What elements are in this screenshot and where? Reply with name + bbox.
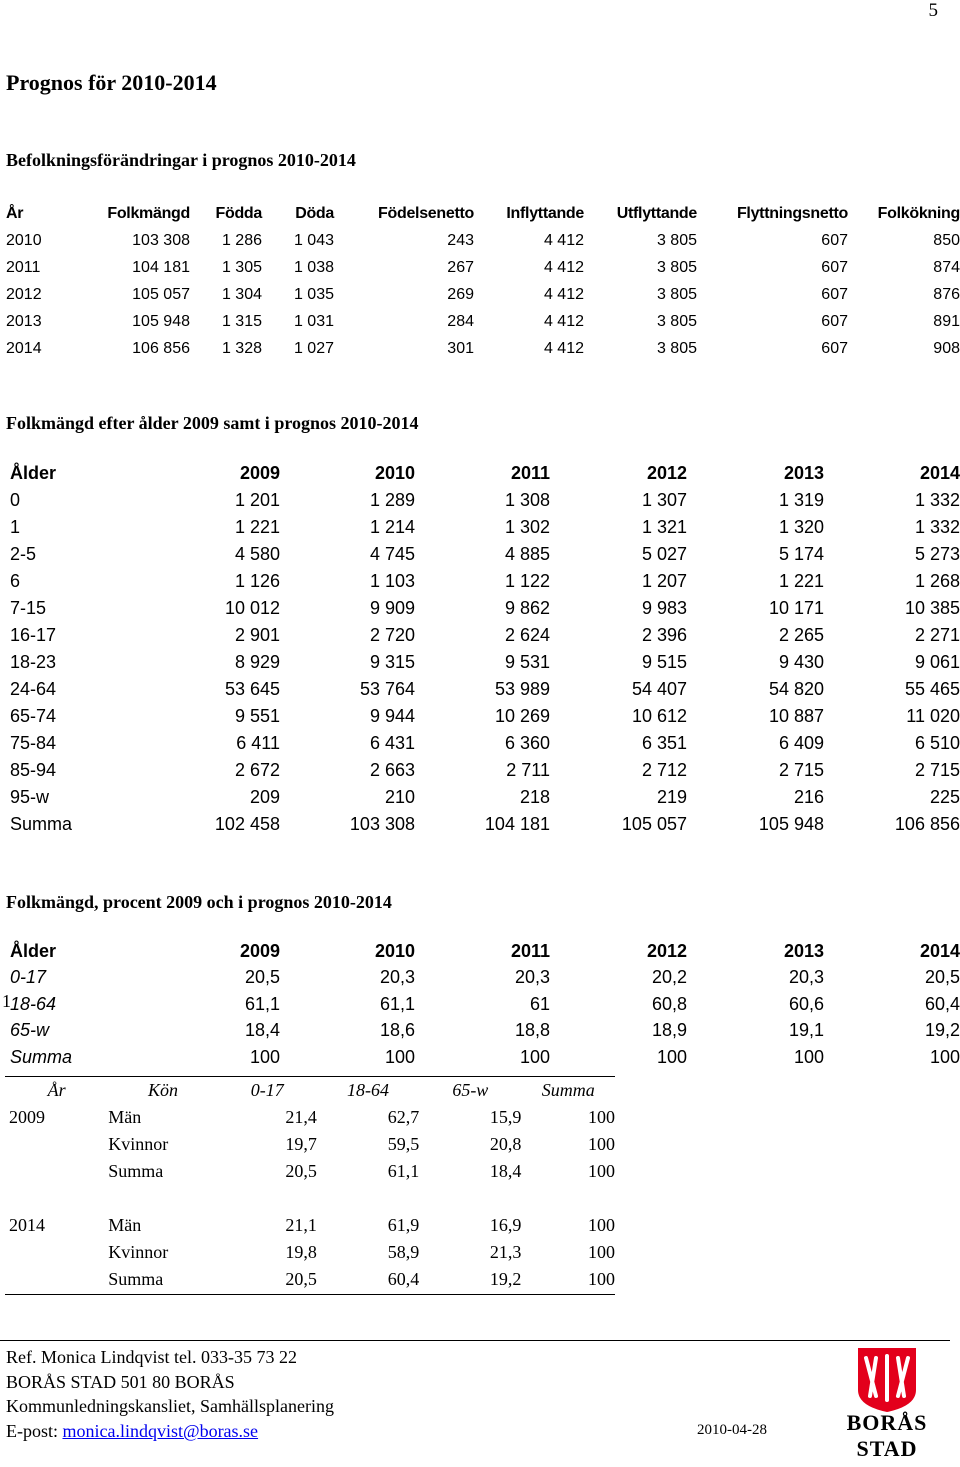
table-cell: 9 061 [914, 652, 960, 672]
table-cell: 19,8 [285, 1242, 317, 1262]
table-cell: 61,1 [387, 1161, 420, 1181]
header-row [10, 938, 960, 965]
table-cell: 4 580 [234, 544, 280, 564]
row-label: 75-84 [10, 733, 57, 753]
gender-cell: Summa [108, 1269, 164, 1289]
table-cell: 9 862 [504, 598, 550, 618]
table-cell: 59,5 [387, 1134, 420, 1154]
table-cell: 100 [588, 1269, 615, 1289]
table-cell: 20,5 [244, 967, 280, 988]
table-cell: 219 [656, 787, 687, 807]
table-cell: 1 214 [369, 517, 415, 537]
gender-cell: Kvinnor [108, 1134, 169, 1154]
column-header: 2010 [374, 463, 415, 483]
table-row [6, 308, 960, 335]
table-cell: 20,5 [285, 1161, 317, 1181]
row-label: 2-5 [10, 544, 37, 564]
row-label: Summa [10, 1046, 73, 1067]
year-cell [5, 1131, 108, 1158]
table-cell: 1 289 [369, 490, 415, 510]
table-cell: 21,3 [489, 1242, 522, 1262]
table-cell: 20,8 [489, 1134, 522, 1154]
row-label: 1 [10, 517, 21, 537]
table-cell: 1 332 [914, 490, 960, 510]
column-header: 2009 [239, 463, 280, 483]
table-cell: 1 286 [221, 231, 262, 249]
table-row [10, 622, 960, 649]
footer-email-link[interactable]: monica.lindqvist@boras.se [62, 1421, 259, 1441]
year-cell [5, 1266, 108, 1293]
table-cell: 1 103 [369, 571, 415, 591]
table-cell: 100 [793, 1046, 824, 1067]
column-header: Folkmängd [107, 204, 190, 222]
table-row [10, 595, 960, 622]
table-cell: 1 043 [293, 231, 334, 249]
table-cell: 850 [933, 231, 960, 249]
table-cell: 3 805 [656, 258, 697, 276]
table-cell: 1 315 [221, 312, 262, 330]
row-label: 95-w [10, 787, 50, 807]
population-change-table [6, 200, 960, 362]
population-by-age-table [10, 460, 960, 838]
table-cell: 1 302 [504, 517, 550, 537]
row-label: 65-74 [10, 706, 57, 726]
table-cell: 216 [793, 787, 824, 807]
section-title-population-percent: Folkmängd, procent 2009 och i prognos 2010-2014 [6, 892, 392, 912]
column-header: Ålder [10, 463, 57, 483]
table-cell: 20,5 [924, 967, 960, 988]
footer-email-label: E-post: [6, 1421, 63, 1441]
table-cell: 60,6 [788, 993, 824, 1014]
table-cell: 1 035 [293, 285, 334, 303]
column-header: Födda [215, 204, 262, 222]
table-cell: 54 407 [631, 679, 687, 699]
table-row [10, 676, 960, 703]
table-cell: 3 805 [656, 312, 697, 330]
table-cell: 60,4 [387, 1269, 420, 1289]
table-cell: 1 268 [914, 571, 960, 591]
table-cell: 267 [447, 258, 474, 276]
table-cell: 60,4 [924, 993, 960, 1014]
table-cell: 19,7 [285, 1134, 317, 1154]
table-cell: 9 909 [369, 598, 415, 618]
table-cell: 20,3 [788, 967, 824, 988]
table-cell: 62,7 [387, 1107, 420, 1127]
row-label: Summa [10, 814, 73, 834]
table-cell: 100 [656, 1046, 687, 1067]
header-row [6, 200, 960, 227]
table-cell: 53 645 [224, 679, 280, 699]
row-label: 2012 [6, 285, 42, 303]
table-row [10, 514, 960, 541]
table-cell: 61 [529, 993, 550, 1014]
table-cell: 100 [588, 1215, 615, 1235]
footer-divider [0, 1340, 950, 1341]
table-cell: 103 308 [349, 814, 415, 834]
column-header: Flyttningsnetto [736, 204, 848, 222]
table-cell: 876 [933, 285, 960, 303]
table-row [10, 541, 960, 568]
gender-table-bottom-rule [5, 1294, 615, 1295]
table-cell: 1 221 [234, 517, 280, 537]
table-cell: 100 [588, 1134, 615, 1154]
table-cell: 607 [821, 258, 848, 276]
gender-cell: Summa [108, 1161, 164, 1181]
table-cell: 100 [929, 1046, 960, 1067]
table-cell: 20,5 [285, 1269, 317, 1289]
table-cell: 20,2 [651, 967, 687, 988]
table-cell: 1 027 [293, 339, 334, 357]
table-cell: 4 412 [543, 231, 584, 249]
column-header: Döda [295, 204, 334, 222]
table-cell: 908 [933, 339, 960, 357]
column-header: 2012 [646, 463, 687, 483]
table-row [6, 254, 960, 281]
table-cell: 301 [447, 339, 474, 357]
table-cell: 9 983 [641, 598, 687, 618]
table-cell: 2 672 [234, 760, 280, 780]
footer-ref: Ref. Monica Lindqvist tel. 033-35 73 22 [6, 1347, 297, 1367]
table-cell: 218 [519, 787, 550, 807]
table-row [5, 1158, 615, 1185]
column-header: 2010 [374, 940, 415, 961]
table-cell: 10 269 [494, 706, 550, 726]
table-cell: 1 320 [778, 517, 824, 537]
table-cell: 21,1 [285, 1215, 317, 1235]
table-row [5, 1212, 615, 1239]
table-cell: 5 273 [914, 544, 960, 564]
table-cell: 3 805 [656, 285, 697, 303]
table-cell: 269 [447, 285, 474, 303]
table-cell: 4 412 [543, 339, 584, 357]
header-row [5, 1077, 615, 1104]
table-cell: 4 412 [543, 312, 584, 330]
table-cell: 2 624 [504, 625, 550, 645]
crest-icon [858, 1348, 916, 1412]
table-cell: 10 887 [768, 706, 824, 726]
column-header: Inflyttande [506, 204, 584, 222]
table-cell: 243 [447, 231, 474, 249]
spacer-row [5, 1185, 615, 1212]
table-cell: 6 510 [914, 733, 960, 753]
table-cell: 607 [821, 285, 848, 303]
table-cell: 61,9 [387, 1215, 420, 1235]
column-header: 2011 [510, 463, 550, 483]
table-cell: 284 [447, 312, 474, 330]
table-cell: 10 171 [768, 598, 824, 618]
table-cell: 60,8 [651, 993, 687, 1014]
column-header: 0-17 [250, 1080, 284, 1100]
table-cell: 9 944 [369, 706, 415, 726]
table-cell: 1 031 [293, 312, 334, 330]
table-cell: 19,2 [924, 1020, 960, 1041]
footer-date: 2010-04-28 [697, 1422, 767, 1438]
table-cell: 4 745 [369, 544, 415, 564]
row-label: 0 [10, 490, 21, 510]
footer-department: Kommunledningskansliet, Samhällsplanering [6, 1396, 334, 1416]
table-cell: 1 122 [504, 571, 550, 591]
table-cell: 2 720 [369, 625, 415, 645]
table-cell: 104 181 [484, 814, 550, 834]
table-cell: 209 [249, 787, 280, 807]
row-label: 2010 [6, 231, 42, 249]
table-row [10, 811, 960, 838]
table-cell: 10 012 [224, 598, 280, 618]
gender-cell: Kvinnor [108, 1242, 169, 1262]
row-label: 2013 [6, 312, 42, 330]
table-cell: 18,8 [514, 1020, 550, 1041]
table-cell: 2 396 [641, 625, 687, 645]
table-cell: 15,9 [489, 1107, 522, 1127]
table-cell: 21,4 [285, 1107, 317, 1127]
table-cell: 3 805 [656, 231, 697, 249]
column-header: 18-64 [347, 1080, 390, 1100]
table-cell: 1 319 [778, 490, 824, 510]
table-cell: 1 305 [221, 258, 262, 276]
table-cell: 6 351 [641, 733, 687, 753]
table-cell: 9 515 [641, 652, 687, 672]
table-cell: 4 412 [543, 258, 584, 276]
row-label: 0-17 [10, 967, 47, 988]
table-cell: 106 856 [132, 339, 190, 357]
table-cell: 100 [588, 1161, 615, 1181]
table-cell: 9 315 [369, 652, 415, 672]
table-cell: 225 [929, 787, 960, 807]
table-cell: 1 308 [504, 490, 550, 510]
table-cell: 61,1 [379, 993, 415, 1014]
table-cell: 607 [821, 231, 848, 249]
table-cell: 105 948 [132, 312, 190, 330]
population-by-gender-table [5, 1077, 615, 1293]
table-row [10, 703, 960, 730]
table-cell: 6 411 [236, 733, 280, 753]
year-cell [5, 1158, 108, 1185]
table-cell: 210 [384, 787, 415, 807]
row-label: 2014 [6, 339, 42, 357]
table-cell: 19,2 [489, 1269, 522, 1289]
table-cell: 105 948 [758, 814, 824, 834]
table-cell: 106 856 [894, 814, 960, 834]
column-header: Utflyttande [616, 204, 697, 222]
column-header: 2009 [239, 940, 280, 961]
table-cell: 20,3 [379, 967, 415, 988]
table-cell: 2 901 [234, 625, 280, 645]
table-cell: 2 265 [778, 625, 824, 645]
table-cell: 6 360 [504, 733, 550, 753]
table-row [6, 227, 960, 254]
table-cell: 607 [821, 339, 848, 357]
table-cell: 100 [519, 1046, 550, 1067]
column-header: 2013 [783, 463, 824, 483]
table-cell: 4 885 [504, 544, 550, 564]
table-cell: 2 663 [369, 760, 415, 780]
table-cell: 8 929 [234, 652, 280, 672]
table-cell: 1 304 [221, 285, 262, 303]
column-header: 2012 [646, 940, 687, 961]
table-cell: 11 020 [906, 706, 960, 726]
table-cell: 18,6 [379, 1020, 415, 1041]
logo-text-stad: STAD [856, 1436, 918, 1461]
row-label: 65-w [10, 1020, 50, 1041]
table-cell: 1 321 [641, 517, 687, 537]
table-cell: 3 805 [656, 339, 697, 357]
column-header: Summa [541, 1080, 595, 1100]
table-cell: 54 820 [768, 679, 824, 699]
table-cell: 2 711 [506, 760, 550, 780]
column-header: 65-w [452, 1080, 489, 1100]
gender-cell: Män [108, 1215, 142, 1235]
table-cell: 1 201 [234, 490, 280, 510]
table-row [10, 1044, 960, 1071]
table-row [10, 568, 960, 595]
row-label: 85-94 [10, 760, 57, 780]
column-header: 2014 [919, 463, 960, 483]
table-row [5, 1239, 615, 1266]
footnote-marker: 1 [2, 991, 11, 1011]
logo-text-boras: BORÅS [846, 1410, 928, 1435]
table-cell: 18,4 [489, 1161, 522, 1181]
table-cell: 19,1 [788, 1020, 824, 1041]
population-percent-table [10, 938, 960, 1071]
table-cell: 891 [933, 312, 960, 330]
table-row [5, 1266, 615, 1293]
year-cell [5, 1239, 108, 1266]
table-cell: 100 [384, 1046, 415, 1067]
table-cell: 10 612 [631, 706, 687, 726]
table-cell: 6 409 [778, 733, 824, 753]
table-cell: 100 [249, 1046, 280, 1067]
column-header: Födelsenetto [378, 204, 474, 222]
table-cell: 4 412 [543, 285, 584, 303]
column-header: År [6, 204, 24, 222]
table-cell: 1 307 [641, 490, 687, 510]
table-row [6, 281, 960, 308]
section-title-population-change: Befolkningsförändringar i prognos 2010-2014 [6, 150, 356, 170]
table-cell: 9 531 [504, 652, 550, 672]
table-cell: 102 458 [214, 814, 280, 834]
table-cell: 18,4 [244, 1020, 280, 1041]
table-cell: 9 551 [234, 706, 280, 726]
table-row [6, 335, 960, 362]
page-title: Prognos för 2010-2014 [6, 70, 217, 95]
table-row [5, 1104, 615, 1131]
table-cell: 104 181 [132, 258, 190, 276]
table-row [10, 991, 960, 1018]
table-cell: 2 715 [778, 760, 824, 780]
row-label: 7-15 [10, 598, 47, 618]
column-header: År [47, 1080, 66, 1100]
table-row [10, 649, 960, 676]
row-label: 16-17 [10, 625, 57, 645]
table-cell: 10 385 [904, 598, 960, 618]
table-cell: 5 027 [641, 544, 687, 564]
year-cell: 2009 [9, 1107, 45, 1127]
header-row [10, 460, 960, 487]
table-cell: 103 308 [132, 231, 190, 249]
table-cell: 2 715 [914, 760, 960, 780]
table-cell: 18,9 [651, 1020, 687, 1041]
column-header: Folkökning [877, 204, 960, 222]
row-label: 6 [10, 571, 21, 591]
table-row [10, 1018, 960, 1045]
year-cell: 2014 [9, 1215, 45, 1235]
spacer-cell [5, 1185, 615, 1212]
table-cell: 1 126 [234, 571, 280, 591]
table-cell: 16,9 [489, 1215, 522, 1235]
table-row [10, 730, 960, 757]
table-cell: 2 271 [914, 625, 960, 645]
row-label: 18-64 [10, 993, 57, 1014]
table-cell: 1 221 [778, 571, 824, 591]
table-row [10, 965, 960, 992]
table-row [10, 487, 960, 514]
table-cell: 1 328 [221, 339, 262, 357]
table-cell: 1 332 [914, 517, 960, 537]
column-header: 2013 [783, 940, 824, 961]
table-cell: 100 [588, 1242, 615, 1262]
footer-address: BORÅS STAD 501 80 BORÅS [6, 1372, 235, 1392]
column-header: 2014 [919, 940, 960, 961]
row-label: 24-64 [10, 679, 57, 699]
table-cell: 5 174 [778, 544, 824, 564]
table-cell: 607 [821, 312, 848, 330]
column-header: Ålder [10, 940, 57, 961]
column-header: Kön [147, 1080, 178, 1100]
column-header: 2011 [510, 940, 550, 961]
table-cell: 53 764 [359, 679, 415, 699]
row-label: 18-23 [10, 652, 57, 672]
table-cell: 100 [588, 1107, 615, 1127]
table-row [10, 784, 960, 811]
table-cell: 55 465 [904, 679, 960, 699]
table-cell: 6 431 [369, 733, 415, 753]
row-label: 2011 [6, 258, 41, 276]
table-row [10, 757, 960, 784]
section-title-population-by-age: Folkmängd efter ålder 2009 samt i prognos 2010-2014 [6, 413, 419, 433]
table-cell: 9 430 [778, 652, 824, 672]
footer-email-line [6, 1421, 258, 1442]
table-cell: 105 057 [132, 285, 190, 303]
table-cell: 105 057 [621, 814, 687, 834]
page-number: 5 [928, 0, 938, 21]
gender-cell: Män [108, 1107, 142, 1127]
table-cell: 874 [933, 258, 960, 276]
table-cell: 61,1 [244, 993, 280, 1014]
table-cell: 2 712 [641, 760, 687, 780]
table-cell: 1 038 [293, 258, 334, 276]
table-cell: 58,9 [387, 1242, 420, 1262]
table-cell: 53 989 [494, 679, 550, 699]
table-cell: 20,3 [514, 967, 550, 988]
table-cell: 1 207 [641, 571, 687, 591]
table-row [5, 1131, 615, 1158]
